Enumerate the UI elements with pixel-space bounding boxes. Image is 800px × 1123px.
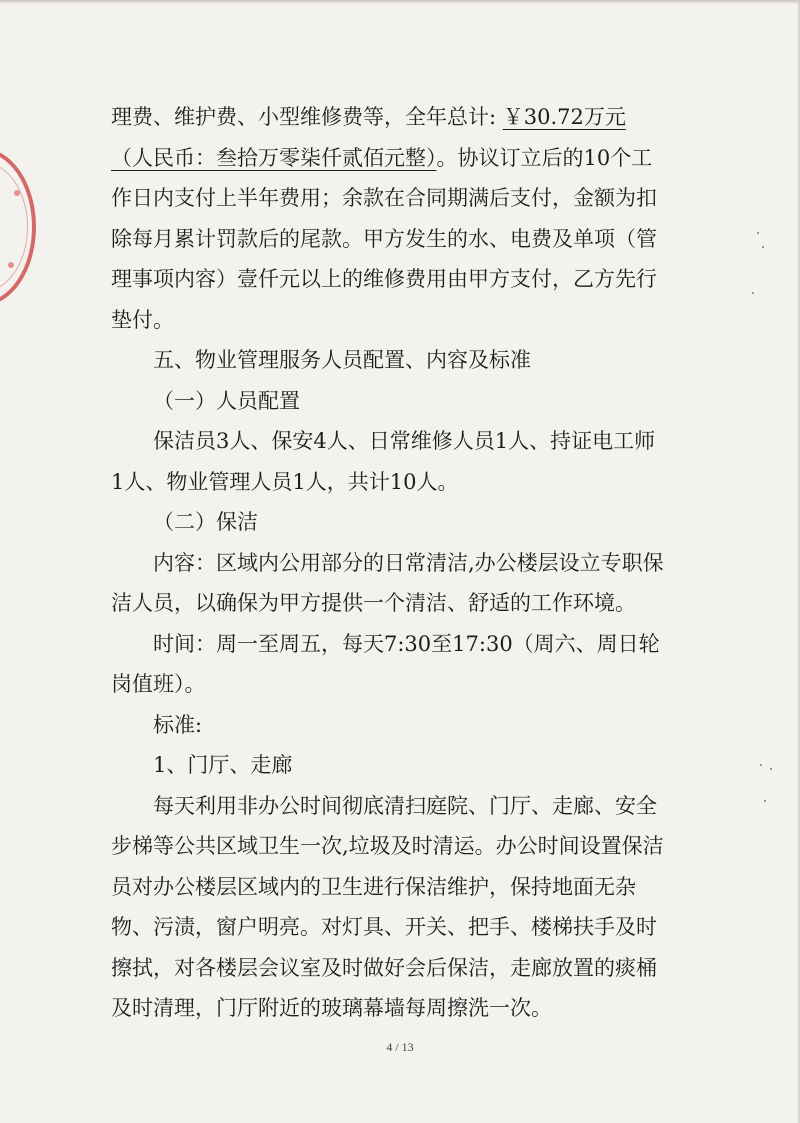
total-amount: ￥30.72万元（人民币：叁拾万零柒仟贰佰元整） <box>111 105 626 170</box>
seal-mark <box>8 262 14 268</box>
cleaning-time: 时间：周一至周五，每天7:30至17:30（周六、周日轮岗值班）。 <box>111 631 660 696</box>
cleaning-content: 内容：区域内公用部分的日常清洁,办公楼层设立专职保洁人员，以确保为甲方提供一个清洁、舒适的工作环境。 <box>111 550 664 615</box>
fee-paragraph-start: 理费、维护费、小型维修费等，全年总计: <box>111 105 503 129</box>
cleaning-title: （二）保洁 <box>153 510 258 534</box>
fee-paragraph-end: 。协议订立后的10个工作日内支付上半年费用；余款在合同期满后支付，金额为扣除每月累计罚款后的尾款。甲方发生的水、电费及单项（管理事项内容）壹仟元以上的维修费用由甲方支付，乙方先行垫付。 <box>111 145 657 332</box>
page-top-edge <box>0 0 800 4</box>
scan-speck <box>762 246 764 248</box>
staffing-title: （一）人员配置 <box>153 388 300 413</box>
scan-speck <box>764 800 766 802</box>
scan-speck <box>752 292 754 294</box>
scan-speck <box>757 232 759 234</box>
seal-mark <box>14 190 20 196</box>
lobby-corridor-text: 每天利用非办公时间彻底清扫庭院、门厅、走廊、安全步梯等公共区域卫生一次,垃圾及时清运。办公时间设置保洁员对办公楼层区域内的卫生进行保洁维护，保持地面无杂物、污渍，窗户明亮。对灯具、开关、把手、楼梯扶手及时擦拭，对各楼层会议室及时做好会后保洁，走廊放置的痰桶及时清理，门厅附近的玻璃幕墙每周擦洗一次。 <box>111 793 664 1020</box>
lobby-corridor-title: 1、门厅、走廊 <box>153 753 293 777</box>
scan-speck <box>770 768 772 770</box>
fee-paragraph <box>111 97 666 340</box>
scan-speck <box>760 764 762 766</box>
section-5-title: 五、物业管理服务人员配置、内容及标准 <box>153 348 531 372</box>
standard-label: 标准: <box>153 712 203 737</box>
staffing-text: 保洁员3人、保安4人、日常维修人员1人、持证电工师1人、物业管理人员1人，共计10人。 <box>111 429 656 494</box>
page-number: 4 / 13 <box>386 1040 414 1054</box>
document-body <box>111 97 666 1029</box>
